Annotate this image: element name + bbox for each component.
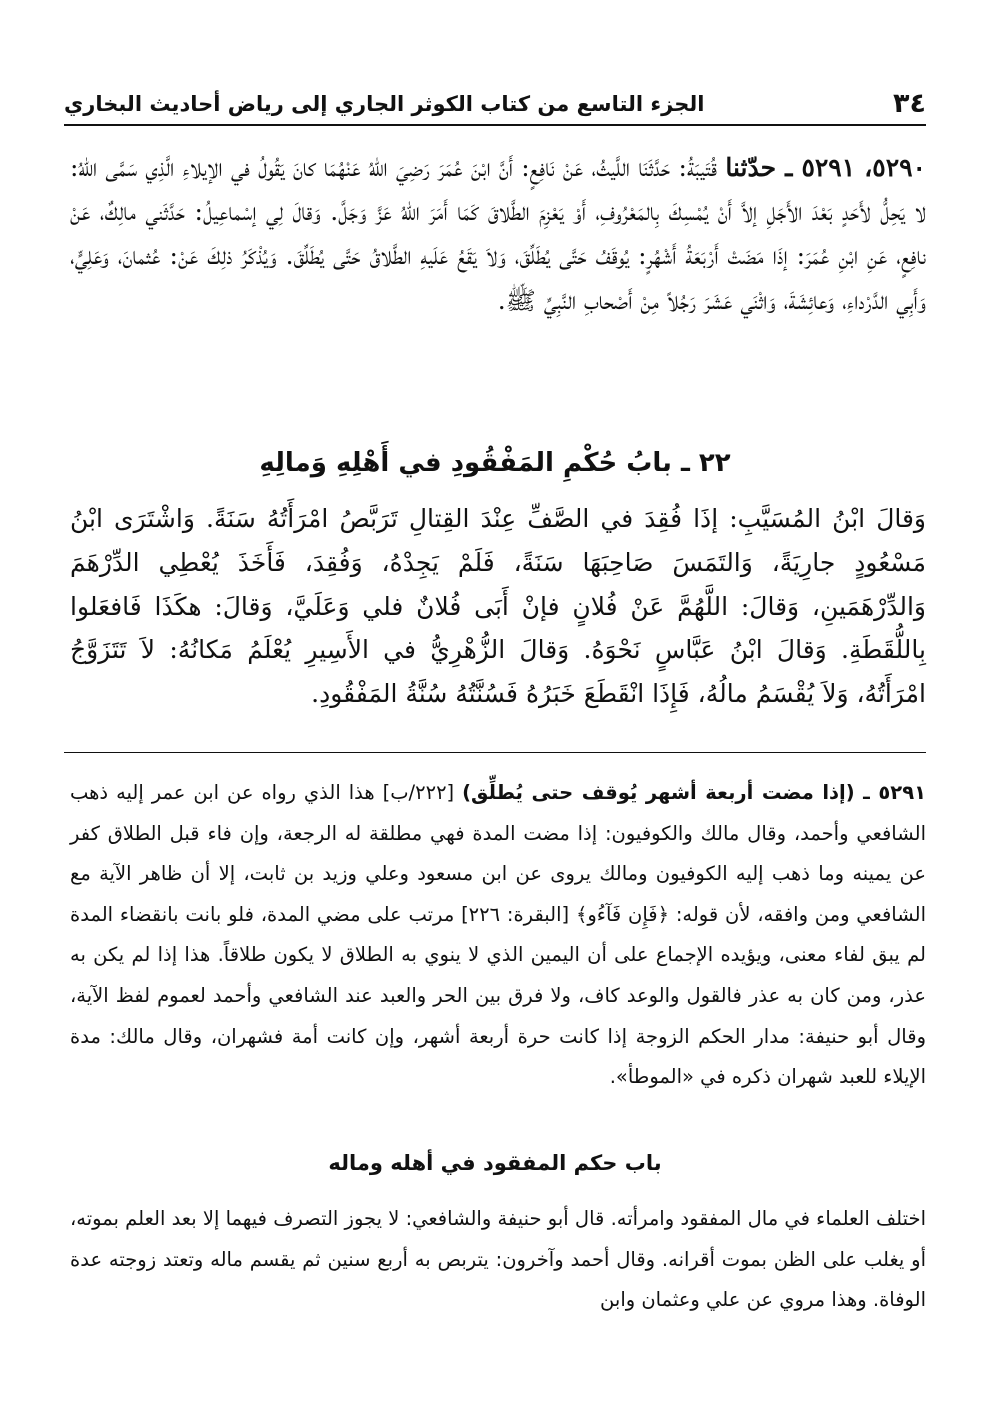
commentary-paragraph-2: اختلف العلماء في مال المفقود وامرأته. قال أبو حنيفة والشافعي: لا يجوز التصرف فيهما إلا بعد العلم بموته، أو يغلب على الظن بموت أقرانه. وقال أحمد وآخرون: يتربص به أربع سنين ثم يقسم ماله وتعتد زوجته عدة الوفاة. وهذا مروي عن علي وعثمان وابن <box>70 1207 926 1312</box>
hadith-body: قُتَيبَةُ: حَدَّثَنَا اللَّيثُ، عَنْ نَافِعٍ: أَنَّ ابْنَ عُمَرَ رَضِيَ اللّهُ عَنْهُمَا كانَ يَقُولُ في الإيلاءِ الَّذِي سَمَّى اللّهُ: لا يَحِلُّ لأَحَدٍ بَعْدَ الأَجَلِ إلاَّ أَنْ يُمْسِكَ بِالمَعْرُوفِ، أَوْ يَعْزِمَ الطَّلاقَ كَمَا أَمَرَ اللّهُ عَزَّ وَجَلَّ. وَقالَ لِي إسْماعِيلُ: حَدَّثَني مالِكٌ، عَنْ نافِعٍ، عَنِ ابْنِ عُمَرَ: إذَا مَضَتْ أَرْبَعَةُ أَشْهُرٍ: يُوقَفُ حَتَّى يُطَلِّقَ، وَلاَ يَقَعُ عَلَيهِ الطَّلاقُ حَتَّى يُطَلِّقَ. وَيُذْكَرُ ذلِكَ عَنْ: عُثمانَ، وَعَلِيٍّ، وَأَبِي الدَّرْداءِ، وَعائِشَةَ، وَاثْنَي عَشَرَ رَجُلاً مِنْ أَصْحابِ النَّبِيِّ ﷺ. <box>70 153 926 315</box>
page-number: ٣٤ <box>893 88 926 119</box>
chapter-paragraph: وَقالَ ابْنُ المُسَيَّبِ: إذَا فُقِدَ في الصَّفِّ عِنْدَ القِتالِ تَرَبَّصُ امْرَأَتُهُ سَنَةً. وَاشْتَرَى ابْنُ مَسْعُودٍ جارِيَةً، وَالتَمَسَ صَاحِبَهَا سَنَةً، فَلَمْ يَجِدْهُ، وَفُقِدَ، فَأَخَذَ يُعْطِي الدِّرْهَمَ وَالدِّرْهَمَينِ، وَقالَ: اللَّهُمَّ عَنْ فُلانٍ فإنْ أَبَى فُلانٌ فلي وَعَلَيَّ، وَقالَ: هكَذَا فَافعَلوا بِاللُّقَطَةِ. وَقالَ ابْنُ عَبَّاسٍ نَحْوَهُ. وَقالَ الزُّهْرِيُّ في الأَسِيرِ يُعْلَمُ مَكانُهُ: لاَ تَتَزَوَّجُ امْرَأَتُهُ، وَلاَ يُقْسَمُ مالُهُ، فَإِذَا انْقَطَعَ خَبَرُهُ فَسُنَّتُهُ سُنَّةُ المَفْقُودِ. <box>70 504 926 709</box>
commentary-lead: ٥٢٩١ ـ (إذا مضت أربعة أشهر يُوقف حتى يُطلِّق) <box>462 781 926 804</box>
commentary-body: [٢٢٢/ب] هذا الذي رواه عن ابن عمر إليه ذهب الشافعي وأحمد، وقال مالك والكوفيون: إذا مضت المدة فهي مطلقة له الرجعة، وإن فاء قبل الطلاق كفر عن يمينه وما ذهب إليه الكوفيون ومالك يروى عن ابن مسعود وعلي وزيد بن ثابت، إلا أن ظاهر الآية مع الشافعي ومن وافقه، لأن قوله: ﴿فَإِن فَآءُو﴾ [البقرة: ٢٢٦] مرتب على مضي المدة، فلو بانت بانقضاء المدة لم يبق لفاء معنى، ويؤيده الإجماع على أن اليمين الذي لا ينوي به الطلاق لا يكون طلاقاً. هذا إذا لم يكن به عذر، ومن كان به عذر فالقول والوعد كاف، ولا فرق بين الحر والعبد عند الشافعي وأحمد لعموم لفظ الآية، وقال أبو حنيفة: مدار الحكم الزوجة إذا كانت حرة أربعة أشهر، وإن كانت أمة فشهران، وقال مالك: مدة الإيلاء للعبد شهران ذكره في «الموطأ». <box>70 781 926 1089</box>
commentary-paragraph <box>70 773 926 1098</box>
running-title: الجزء التاسع من كتاب الكوثر الجاري إلى رياض أحاديث البخاري <box>64 92 705 116</box>
chapter-heading: ٢٢ ـ بابُ حُكْمِ المَفْقُودِ في أَهْلِهِ وَمالِهِ <box>259 448 731 478</box>
hadith-number: ٥٢٩٠، ٥٢٩١ ـ حدّثنا <box>725 153 926 182</box>
hadith-paragraph <box>70 146 926 323</box>
page-header <box>64 84 926 126</box>
footnote-divider <box>64 752 926 753</box>
commentary-heading: باب حكم المفقود في أهله وماله <box>328 1151 662 1175</box>
